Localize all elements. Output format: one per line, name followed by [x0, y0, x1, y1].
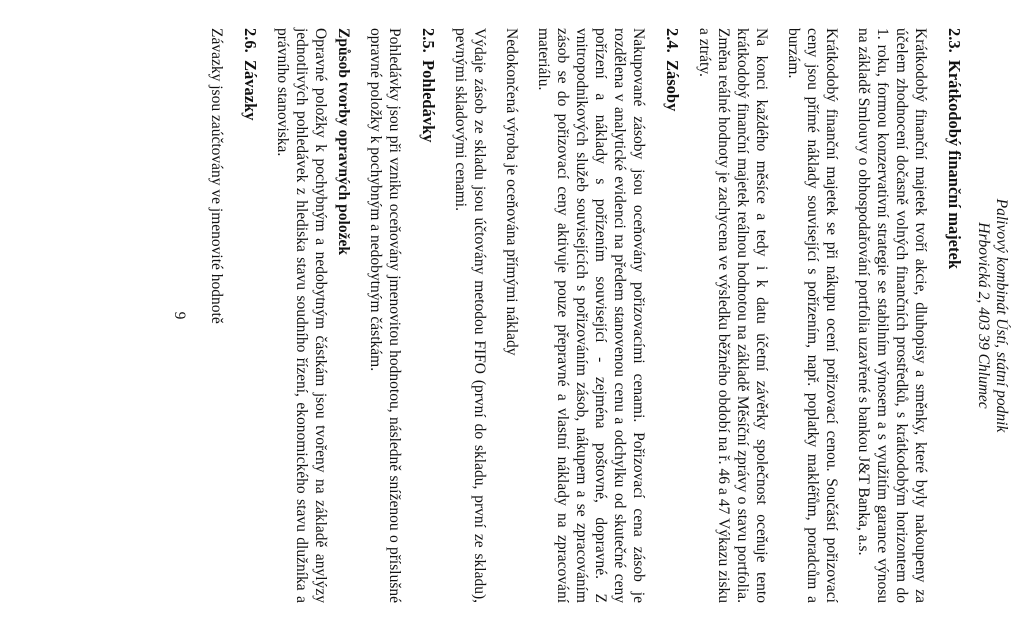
paragraph: Na konci každého měsíce a tedy i k datu účetní závěrky společnost oceňuje tento krátkodobý finanční majetek reálnou hodnotou na základě Měsíční zprávy o stavu portfolia. Změna reálné hodnoty je zachycena ve výsledku běžného období na ř. 46 a 47 Výkazu zisku a ztráty.: [696, 28, 770, 603]
section-heading: [418, 28, 438, 603]
section-title: Závazky: [241, 60, 260, 121]
paragraph: Krátkodobý finanční majetek tvoří akcie, dluhopisy a směnky, které byly nakoupeny za účelem zhodnocení dočasně volných finančních prostředků, s krátkodobým horizontem do 1. roku, formou konzervativní strategie se stabilním výnosem a s využitím garance výnosu na základě Smlouvy o obhospodařování portfolia uzavřené s bankou J&T Banka, a.s.: [855, 28, 929, 603]
section-short-term-financial-assets: [695, 28, 964, 603]
page-header: [974, 28, 1010, 603]
paragraph: Nakupované zásoby jsou oceňovány pořizovacími cenami. Pořizovací cena zásob je rozdělena v analytické evidenci na předem stanovenou cenu a odchylku od skutečné ceny pořízení a náklady s pořízením související - zejména poštovné, dopravné. Z vnitropodnikových služeb souvisejících s pořizováním zásob, nákupem a se zpracováním zásob se do pořizovací ceny aktivuje pouze přepravné a vlastní náklady na zpracování materiálu.: [535, 28, 647, 603]
header-address: Hrbovická 2, 403 39 Chlumec: [975, 222, 992, 409]
paragraph: Závazky jsou zaúčtovány ve jmenovité hodnotě: [208, 28, 225, 324]
header-company: Palivový kombinát Ústí, státní podnik: [993, 198, 1010, 433]
paragraph: Pohledávky jsou při vzniku oceňovány jmenovitou hodnotou, následně sníženou o příslušné opravné položky k pochybným a nedobytným částkám.: [367, 28, 403, 603]
section-number: 2.5.: [419, 28, 438, 53]
section-title: Krátkodobý finanční majetek: [945, 60, 964, 270]
page-number: 9: [171, 311, 188, 320]
section-title: Pohledávky: [419, 60, 438, 143]
section-heading: [240, 28, 260, 603]
paragraph: Opravné položky k pochybným a nedobytným částkám jsou tvořeny na základě anylýzy jednotlivých pohledávek z hlediska stavu soudního řízení, ekonomického stavu dlužníka a právního stanoviska.: [274, 28, 329, 603]
section-heading: [662, 28, 682, 603]
section-title: Zásoby: [663, 60, 682, 112]
section-number: 2.4.: [663, 28, 682, 53]
section-heading: [944, 28, 964, 603]
section-number: 2.6.: [241, 28, 260, 53]
section-liabilities: [207, 28, 260, 603]
paragraph: Výdaje zásob ze skladu jsou účtovány metodou FIFO (první do skladu, první ze skladu), pevnými skladovými cenami.: [452, 28, 488, 603]
paragraph: Nedokončená výroba je oceňována přímými náklady: [503, 28, 520, 356]
section-receivables: [273, 28, 438, 603]
subheading: Způsob tvorby opravných položek: [335, 28, 352, 255]
section-inventory: [451, 28, 682, 603]
section-number: 2.3.: [945, 28, 964, 53]
paragraph: Krátkodobý finanční majetek se při nákupu ocení pořizovací cenou. Součástí pořizovací ceny jsou přímé náklady související s pořízením, např. poplatky makléřům, poradcům a burzám.: [785, 28, 840, 603]
